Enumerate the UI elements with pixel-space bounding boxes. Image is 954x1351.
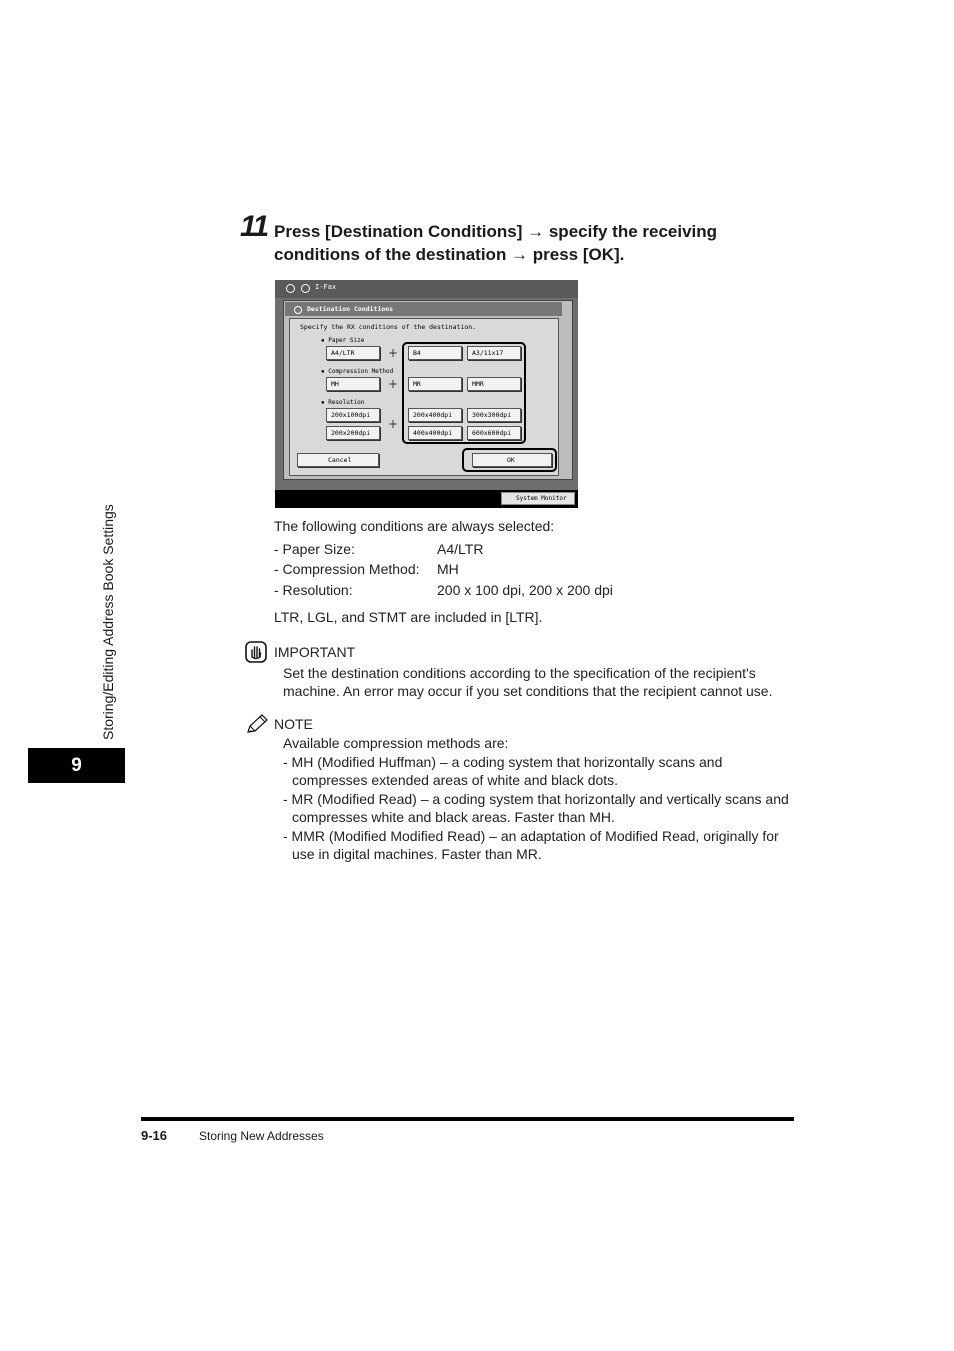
dialog-instruction: Specify the RX conditions of the destination. [300, 323, 477, 331]
note-item-mr: - MR (Modified Read) – a coding system that horizontally and vertically scans and [283, 791, 789, 807]
dialog-icon [294, 306, 302, 314]
important-line-1: Set the destination conditions according to the specification of the recipient's [283, 665, 756, 681]
paper-size-condition-label: - Paper Size: [274, 541, 355, 557]
note-item-mmr: - MMR (Modified Modified Read) – an adaptation of Modified Read, originally for [283, 828, 779, 844]
side-section-title: Storing/Editing Address Book Settings [100, 504, 116, 740]
footer-section-title: Storing New Addresses [199, 1129, 324, 1143]
conditions-intro: The following conditions are always selected: [274, 518, 555, 534]
plus-icon: + [388, 417, 399, 431]
resolution-condition-label: - Resolution: [274, 582, 353, 598]
res-200x400-button[interactable]: 200x400dpi [408, 408, 462, 422]
dialog-title: Destination Conditions [307, 305, 394, 313]
b4-button[interactable]: B4 [408, 346, 462, 360]
device-screen [275, 280, 578, 508]
pencil-icon [245, 713, 269, 735]
important-hand-icon [245, 641, 267, 663]
mr-button[interactable]: MR [408, 377, 462, 391]
paper-size-condition-value: A4/LTR [437, 541, 484, 557]
res-200x200-button[interactable]: 200x200dpi [326, 426, 380, 440]
ok-button[interactable]: OK [472, 453, 552, 467]
step-line-2: conditions of the destination → press [OK]. [274, 245, 625, 264]
mh-button[interactable]: MH [326, 377, 380, 391]
resolution-label: ▪ Resolution [321, 399, 365, 406]
note-item-mr-cont: compresses white and black areas. Faster than MH. [292, 809, 615, 825]
paper-size-label: ▪ Paper Size [321, 337, 365, 344]
note-intro: Available compression methods are: [283, 735, 509, 751]
compression-condition-label: - Compression Method: [274, 561, 420, 577]
important-line-2: machine. An error may occur if you set conditions that the recipient cannot use. [283, 683, 773, 699]
res-200x100-button[interactable]: 200x100dpi [326, 408, 380, 422]
footer-rule [141, 1117, 794, 1121]
chapter-tab: 9 [28, 748, 125, 783]
res-600x600-button[interactable]: 600x600dpi [467, 426, 521, 440]
screen-top-label: I-Fax [315, 283, 337, 291]
important-heading: IMPORTANT [274, 644, 356, 660]
resolution-condition-value: 200 x 100 dpi, 200 x 200 dpi [437, 582, 613, 598]
optional-conditions-highlight [402, 342, 526, 444]
note-item-mh: - MH (Modified Huffman) – a coding system that horizontally scans and [283, 754, 723, 770]
a3-button[interactable]: A3/11x17 [467, 346, 521, 360]
res-400x400-button[interactable]: 400x400dpi [408, 426, 462, 440]
plus-icon: + [388, 346, 399, 360]
res-300x300-button[interactable]: 300x300dpi [467, 408, 521, 422]
page-number: 9-16 [141, 1128, 168, 1143]
note-item-mmr-cont: use in digital machines. Faster than MR. [292, 846, 542, 862]
compression-condition-value: MH [437, 561, 459, 577]
note-item-mh-cont: compresses extended areas of white and black dots. [292, 772, 619, 788]
step-instruction [274, 220, 774, 266]
cancel-button[interactable]: Cancel [297, 453, 379, 467]
step-number: 11 [240, 210, 268, 243]
ok-highlight [462, 448, 557, 472]
fax-mode-icon [301, 284, 310, 293]
plus-icon: + [388, 377, 399, 391]
step-line-1: Press [Destination Conditions] → specify the receiving [274, 222, 718, 241]
ltr-note: LTR, LGL, and STMT are included in [LTR]. [274, 609, 543, 625]
copy-mode-icon [286, 284, 295, 293]
note-heading: NOTE [274, 716, 313, 732]
compression-method-label: ▪ Compression Method [321, 368, 394, 375]
mmr-button[interactable]: MMR [467, 377, 521, 391]
a4ltr-button[interactable]: A4/LTR [326, 346, 380, 360]
system-monitor-button[interactable]: System Monitor [501, 492, 575, 505]
